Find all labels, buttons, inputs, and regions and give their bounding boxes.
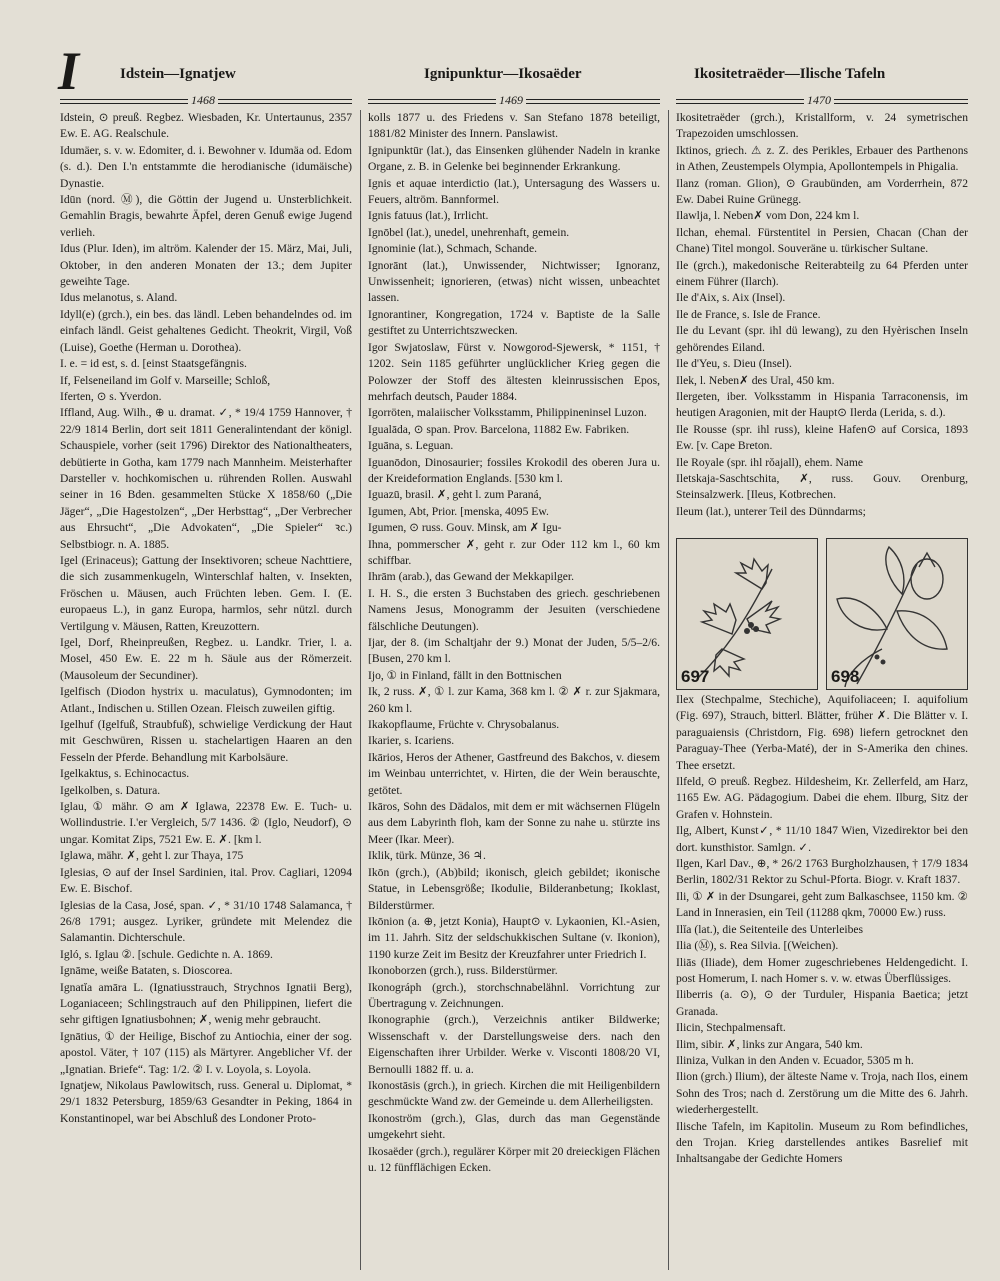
dictionary-entry: Ilgen, Karl Dav., ⊕, * 26/2 1763 Burgholzhausen, † 17/9 1834 Berlin, 1802/31 Rektor zu Schul-Pforta. Biogr. v. Kraft 1837. [676, 857, 968, 887]
dictionary-entry: Ignipunktūr (lat.), das Einsenken glühender Nadeln in kranke Organe, z. B. in Gelenke bei beginnender Erkrankung. [368, 143, 660, 174]
dictionary-entry: Ile Royale (spr. ihl rŏajall), ehem. Name [676, 455, 864, 469]
dictionary-entry: Igelkaktus, s. Echinocactus. [60, 767, 190, 781]
page-number-middle: 1469 [368, 93, 660, 107]
dictionary-entry: Ignis fatuus (lat.), Irrlicht. [368, 209, 489, 223]
dictionary-entry: Iffland, Aug. Wilh., ⊕ u. dramat. ✓, * 19/4 1759 Hannover, † 22/9 1814 Berlin, dort seit 1811 Generalintendant der königl. Schauspiele, vorher (seit 1796) Direktor des Nationaltheaters, debütierte in Gotha, kam 1779 nach Mannheim. Meisterhafter Darsteller v. hochkomischen u. rührenden Rollen. Auswahl seiner in 16 Bden. gesammelten Stücke X 1858/60 („Die Jäger“, „Die Hagestolzen“, „Der Herbsttag“, „Der Verbrecher aus Ehrsucht“, „Die Advokaten“, „Die Spieler“ ꝛc.) Selbstbiogr. n. A. 1885. [60, 406, 352, 551]
dictionary-entry: Ignōbel (lat.), unedel, unehrenhaft, gemein. [368, 225, 570, 239]
dictionary-entry: Ile Rousse (spr. ihl russ), kleine Hafen⊙ auf Corsica, 1893 Ew. [v. Cape Breton. [676, 422, 968, 453]
dictionary-entry: Ilex (Stechpalme, Stechiche), Aquifoliaceen; I. aquifolium (Fig. 697), Strauch, bitterl. Blätter, früher ✗. Die Blätter v. I. paraguaiensis (Christdorn, Fig. 698) liefern getrocknet den Paraguay-Thee (Yerba-Maté), der in S-Amerika den chines. Thee ersetzt. [676, 693, 968, 772]
dictionary-entry: Iktinos, griech. ⚠ z. Z. des Perikles, Erbauer des Parthenons in Athen, Zeustempels Olympia, Apollontempels in Phigalia. [676, 143, 968, 174]
dictionary-entry: kolls 1877 u. des Friedens v. San Stefano 1878 beteiligt, 1881/82 Minister des Innern. Panslawist. [368, 111, 660, 141]
dictionary-entry: Idumäer, s. v. w. Edomiter, d. i. Bewohner v. Idumäa od. Edom (s. d.). Den I.'n entstammte die herodianische (idumäische) Dynastie. [60, 143, 352, 190]
dictionary-entry: Igumen, Abt, Prior. [menska, 4095 Ew. [368, 504, 549, 518]
dictionary-entry: Igumen, ⊙ russ. Gouv. Minsk, am ✗ Igu- [368, 521, 562, 535]
dictionary-entry: Ikāros, Sohn des Dädalos, mit dem er mit wächsernen Flügeln aus dem Labyrinth floh, kam der Sonne zu nahe u. stürzte ins Meer (Ikar. Meer). [368, 800, 660, 846]
dictionary-entry: Ile de France, s. Isle de France. [676, 307, 821, 321]
dictionary-entry: Ikōn (grch.), (Ab)bild; ikonisch, gleich gebildet; ikonische Statue, in Lebensgröße; Ikodulie, Bilderanbetung; Ikoklast, Bilderstürmer. [368, 865, 660, 912]
dictionary-entry: Igor Swjatoslaw, Fürst v. Nowgorod-Sjewersk, * 1151, † 1202. Sein 1185 geführter unglücklicher Krieg gegen die Polowzer der Stoff des ältesten kleinrussischen Epos, mehrfach deutsch, Pauder 1884. [368, 340, 660, 403]
dictionary-entry: Iletskaja-Saschtschita, ✗, russ. Gouv. Orenburg, Steinsalzwerk. [Ileus, Kotbrechen. [676, 471, 968, 502]
dictionary-entry: Ilia (Ⓜ), s. Rea Silvia. [(Weichen). [676, 939, 839, 953]
dictionary-entry: Igelhuf (Igelfuß, Straubfuß), schwielige Verdickung der Haut mit Geschwüren, Rissen u. stachelartigen Haaren an den Fesseln der Pferde. Behandlung mit Karbolsäure. [60, 718, 352, 764]
dictionary-entry: Ile d'Aix, s. Aix (Insel). [676, 291, 786, 305]
dictionary-entry: Ikositetraëder (grch.), Kristallform, v. 24 symetrischen Trapezoiden umschlossen. [676, 111, 968, 141]
dictionary-entry: Ikonostāsis (grch.), in griech. Kirchen die mit Heiligenbildern geschmückte Wand zw. der Gemeinde u. dem Allerheiligsten. [368, 1078, 660, 1109]
dictionary-entry: Igló, s. Iglau ②. [schule. Gedichte n. A. 1869. [60, 947, 273, 961]
dictionary-entry: Ilg, Albert, Kunst✓, * 11/10 1847 Wien, Vizedirektor bei den dort. kunsthistor. Samlgn. ✓. [676, 824, 968, 854]
dictionary-entry: Ilion (grch.) Ilium), der älteste Name v. Troja, nach Ilos, einem Sohn des Tros; nach d. Zerstörung um die Mitte des 6. Jahrh. wiederhergestellt. [676, 1070, 968, 1117]
dictionary-entry: Ikonographie (grch.), Verzeichnis antiker Bildwerke; Wissenschaft v. der Darstellungsweise ders. nach den Eigenschaften ihrer Urbilder. Werke v. Visconti 1808/20 VI, Bernoulli 1882 ff. u. a. [368, 1013, 660, 1076]
dictionary-entry: Ikōnion (a. ⊕, jetzt Konia), Haupt⊙ v. Lykaonien, Kl.-Asien, im 11. Jahrh. Sitz der seldschukkischen Sultane (v. Ikonion), 1190 kurze Zeit im Besitz der Kreuzfahrer unter Friedrich I. [368, 914, 660, 961]
column-3-bottom [676, 692, 968, 1168]
dictionary-entry: Ilicin, Stechpalmensaft. [676, 1021, 786, 1035]
dictionary-entry: Ikonoström (grch.), Glas, durch das man Gegenstände umgekehrt sieht. [368, 1111, 660, 1142]
dictionary-entry: Iguazū, brasil. ✗, geht l. zum Paraná, [368, 488, 542, 502]
dictionary-entry: Igel (Erinaceus); Gattung der Insektivoren; scheue Nachttiere, die sich zusammenkugeln, Winterschlaf halten, v. Insekten, Fröschen u. Mäusen, auch Früchten leben. Gem. I. (E. europaeus L.), in ganz Europa, harmlos, sehr nützl. durch Vertilgung v. Mäusen, Ratten, Kreuzottern. [60, 553, 352, 633]
dictionary-entry: Ignorantiner, Kongregation, 1724 v. Baptiste de la Salle gestiftet zu Unterrichtszwecken. [368, 307, 660, 338]
dictionary-entry: Ilawlja, l. Neben✗ vom Don, 224 km l. [676, 209, 860, 223]
dictionary-entry: Ilchan, ehemal. Fürstentitel in Persien, Chacan (Chan der Chane) Titel mongol. Souveräne u. türkischer Sultane. [676, 225, 968, 256]
dictionary-entry: Iliniza, Vulkan in den Anden v. Ecuador, 5305 m h. [676, 1053, 914, 1067]
dictionary-entry: Ijar, der 8. (im Schaltjahr der 9.) Monat der Juden, 5/5–2/6. [Busen, 270 km l. [368, 636, 660, 666]
dictionary-entry: Ignatĭa amāra L. (Ignatiusstrauch, Strychnos Ignatii Berg), Loganiaceen; Schlingstrauch auf den Philippinen, liefert die sehr giftigen Ignatiusbohnen; ✗, wenig mehr gebraucht. [60, 980, 352, 1027]
dictionary-entry: Ihrām (arab.), das Gewand der Mekkapilger. [368, 570, 575, 584]
dictionary-entry: Ikarier, s. Icariens. [368, 734, 455, 748]
dictionary-entry: Idyll(e) (grch.), ein bes. das ländl. Leben behandelndes od. im einfach ländl. Geist gehaltenes Gedicht. Theokrit, Virgil, Voß (Luise), Goethe (Herman u. Dorothea). [60, 307, 352, 354]
dictionary-entry: Ile d'Yeu, s. Dieu (Insel). [676, 357, 792, 371]
dictionary-entry: Ikonográph (grch.), storchschnabelähnl. Vorrichtung zur Übertragung v. Zeichnungen. [368, 980, 660, 1010]
dictionary-entry: Idūn (nord. Ⓜ), die Göttin der Jugend u. Unsterblichkeit. Gemahlin Bragis, bewahrte Äpfel, deren Genuß ewige Jugend verlieh. [60, 193, 352, 239]
dictionary-entry: Ihna, pommerscher ✗, geht r. zur Oder 112 km l., 60 km schiffbar. [368, 537, 660, 567]
dictionary-entry: Igel, Dorf, Rheinpreußen, Regbez. u. Landkr. Trier, l. a. Mosel, 450 Ew. E. 22 m h. Säule aus der Römerzeit. (Mausoleum der Secundiner). [60, 636, 352, 682]
dictionary-entry: Ile (grch.), makedonische Reiterabteilg zu 64 Pferden unter einem Führer (Ilarch). [676, 258, 968, 289]
dictionary-entry: Ikārios, Heros der Athener, Gastfreund des Bakchos, v. diesem im Weinbau unterrichtet, v. Hirten, die der Wein berauschte, getötet. [368, 750, 660, 797]
dictionary-entry: Ili, ① ✗ in der Dsungarei, geht zum Balkaschsee, 1150 km. ② Land in Innerasien, ein Teil (11288 qkm, 70000 Ew.) russ. [676, 889, 968, 920]
dictionary-entry: Iklik, türk. Münze, 36 ♃. [368, 849, 486, 863]
dictionary-entry: Iglawa, mähr. ✗, geht l. zur Thaya, 175 [60, 849, 244, 863]
dictionary-entry: Igelfisch (Diodon hystrix u. maculatus), Gymnodonten; im Atlant., Indischen u. Stillen Ozean. Fleisch zuweilen giftig. [60, 685, 352, 715]
dictionary-entry: Iguāna, s. Leguan. [368, 439, 454, 453]
column-2 [368, 110, 660, 1176]
dictionary-entry: Ikonoborzen (grch.), russ. Bilderstürmer. [368, 964, 558, 978]
dictionary-entry: Ilfeld, ⊙ preuß. Regbez. Hildesheim, Kr. Zellerfeld, am Harz, 1165 Ew. AG. Pädagogium. Dabei die ehem. Ilburg, Sitz der Grafen v. Hohnstein. [676, 775, 968, 821]
dictionary-entry: Ik, 2 russ. ✗, ① l. zur Kama, 368 km l. ② ✗ r. zur Sjakmara, 260 km l. [368, 685, 660, 715]
dictionary-entry: Iliās (Iliade), dem Homer zugeschriebenes Heldengedicht. I. post Homerum, I. nach Homer s. v. w. etwas Überflüssiges. [676, 955, 968, 985]
column-1 [60, 110, 352, 1127]
dictionary-entry: Iglau, ① mähr. ⊙ am ✗ Iglawa, 22378 Ew. E. Tuch- u. Wollindustrie. I.'er Vergleich, 5/7 1436. ② (Iglo, Neudorf), ⊙ ungar. Komitat Zips, 7521 Ew. E. ✗. [km l. [60, 800, 352, 846]
dictionary-entry: Ignominie (lat.), Schmach, Schande. [368, 242, 538, 256]
figure-698: 698 [826, 538, 968, 690]
dictionary-entry: Idstein, ⊙ preuß. Regbez. Wiesbaden, Kr. Untertaunus, 2357 Ew. E. AG. Realschule. [60, 111, 352, 141]
dictionary-entry: Idus (Plur. Iden), im altröm. Kalender der 15. März, Mai, Juli, Oktober, in den anderen Monaten der 13.; dem Jupiter geweihte Tage. [60, 242, 352, 289]
dictionary-entry: Ikosaëder (grch.), regulärer Körper mit 20 dreieckigen Flächen u. 12 fünfflächigen Ecken. [368, 1144, 660, 1174]
section-letter: I [58, 41, 80, 101]
dictionary-entry: Ilergeten, iber. Volksstamm in Hispania Tarraconensis, im heutigen Aragonien, mit der Haupt⊙ Ilerda (Lerida, s. d.). [676, 389, 968, 420]
dictionary-entry: Ile du Levant (spr. ihl dü lewang), zu den Hyèrischen Inseln gehörendes Eiland. [676, 324, 968, 354]
dictionary-entry: If, Felseneiland im Golf v. Marseille; Schloß, [60, 373, 271, 387]
dictionary-entry: Ignāme, weiße Bataten, s. Dioscorea. [60, 964, 233, 978]
dictionary-entry: Ilĭa (lat.), die Seitenteile des Unterleibes [676, 922, 864, 936]
running-head-middle: Ignipunktur—Ikosaëder [424, 66, 582, 82]
dictionary-entry: Iliberris (a. ⊙), ⊙ der Turduler, Hispania Baetica; jetzt Granada. [676, 988, 968, 1018]
dictionary-entry: Idus melanotus, s. Aland. [60, 291, 178, 305]
dictionary-entry: Iglesias, ⊙ auf der Insel Sardinien, ital. Prov. Cagliari, 12094 Ew. E. Bischof. [60, 865, 352, 896]
dictionary-entry: Ijo, ① in Finland, fällt in den Bottnischen [368, 668, 562, 682]
figure-697: 697 [676, 538, 818, 690]
dictionary-entry: Igelkolben, s. Datura. [60, 783, 161, 797]
column-3-top [676, 110, 968, 520]
column-divider [668, 110, 669, 1270]
dictionary-entry: I. H. S., die ersten 3 Buchstaben des griech. geschriebenen Namens Jesus, Monogramm der Jesuiten (verschiedene fälschliche Deutungen). [368, 586, 660, 633]
dictionary-entry: Ilek, l. Neben✗ des Ural, 450 km. [676, 373, 835, 387]
running-head-right: Ikositetraëder—Ilische Tafeln [694, 66, 886, 82]
dictionary-entry: Ilanz (roman. Glion), ⊙ Graubünden, am Vorderrhein, 872 Ew. Dabei Ruine Grünegg. [676, 176, 968, 207]
dictionary-entry: Ignātius, ① der Heilige, Bischof zu Antiochia, einer der sog. apostol. Väter, † 107 (115) als Märtyrer. Angeblicher Vf. der „Ignatian. Briefe“. Tag: 1/2. ② I. v. Loyola, s. Loyola. [60, 1029, 352, 1076]
dictionary-entry: I. e. = id est, s. d. [einst Staatsgefängnis. [60, 357, 247, 371]
running-head-left: Idstein—Ignatjew [120, 66, 236, 82]
dictionary-entry: Igualāda, ⊙ span. Prov. Barcelona, 11882 Ew. Fabriken. [368, 422, 630, 436]
page-number-right: 1470 [676, 93, 968, 107]
page-number-left: 1468 [60, 93, 352, 107]
dictionary-entry: Iferten, ⊙ s. Yverdon. [60, 389, 162, 403]
dictionary-entry: Igorröten, malaiischer Volksstamm, Philippineninsel Luzon. [368, 406, 647, 420]
dictionary-entry: Ignatjew, Nikolaus Pawlowitsch, russ. General u. Diplomat, * 29/1 1832 Petersburg, 1859/63 Gesandter in Peking, 1864 in Konstantinopel, war bei Abschluß des Londoner Proto- [60, 1078, 352, 1125]
dictionary-entry: Ikakopflaume, Früchte v. Chrysobalanus. [368, 718, 560, 732]
dictionary-entry: Iguanōdon, Dinosaurier; fossiles Krokodil des oberen Jura u. der Kreideformation Englands. [530 km l. [368, 455, 660, 485]
dictionary-entry: Ignis et aquae interdictio (lat.), Untersagung des Wassers u. Feuers, altröm. Bannformel. [368, 176, 660, 207]
dictionary-entry: Ignorānt (lat.), Unwissender, Nichtwisser; Ignoranz, Unwissenheit; ignorieren, (etwas) nicht wissen, unbeachtet lassen. [368, 258, 660, 305]
column-divider [360, 110, 361, 1270]
dictionary-entry: Iglesias de la Casa, José, span. ✓, * 31/10 1748 Salamanca, † 26/8 1791; ausgez. Lyriker, gründete mit Melendez die Salamantin. Dichterschule. [60, 898, 352, 945]
dictionary-entry: Ilim, sibir. ✗, links zur Angara, 540 km. [676, 1037, 863, 1051]
dictionary-entry: Ileum (lat.), unterer Teil des Dünndarms; [676, 504, 866, 518]
dictionary-entry: Ilische Tafeln, im Kapitolin. Museum zu Rom befindliches, den Trojan. Krieg darstellendes antikes Basrelief mit Inhaltsangabe der Gedichte Homers [676, 1119, 968, 1166]
figure-plates [676, 538, 968, 690]
